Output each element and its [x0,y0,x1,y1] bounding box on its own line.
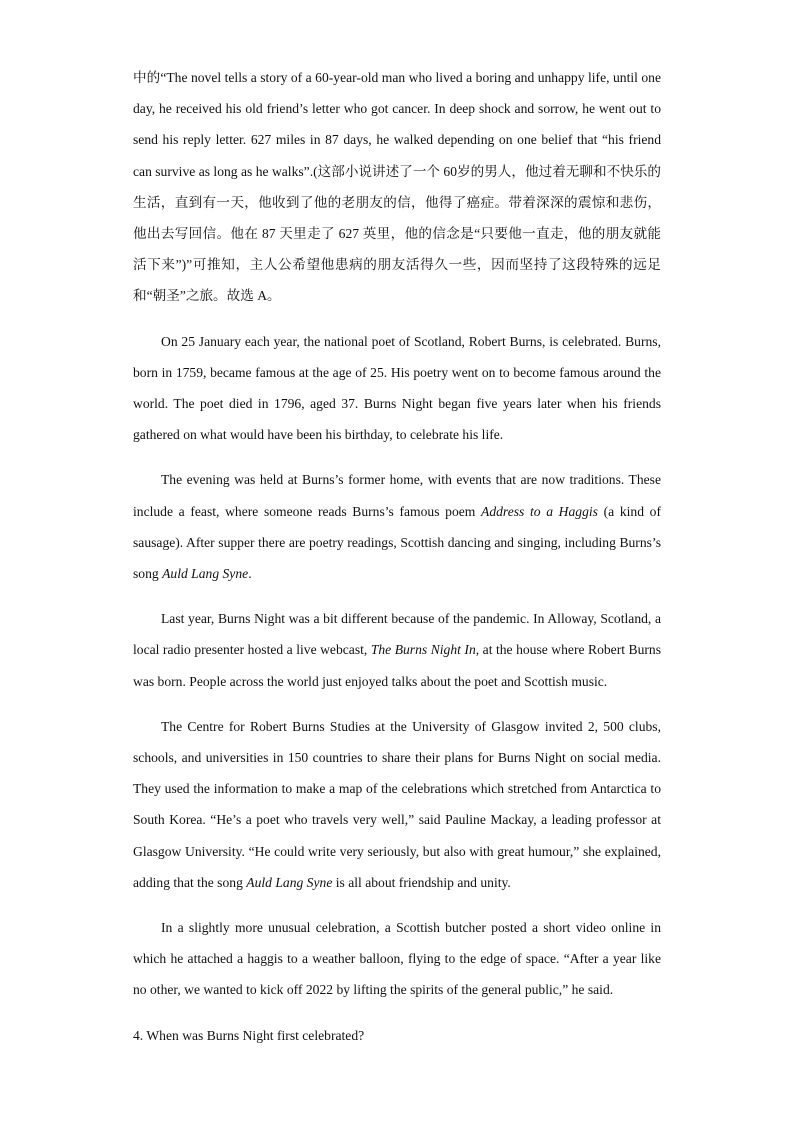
text-run: (a kind of sausage). After supper there are poetry readings, Scottish dancing and singing, including Burns’s song [133,503,662,582]
text-run: The Centre for Robert Burns Studies at the University of Glasgow invited 2, 500 clubs, schools, and universities in 150 countries to share their plans for Burns Night on social media. They used the information to make a map of the celebrations which stretched from Antarctica to South Korea. “He’s a poet who travels very well,” said Pauline Mackay, a leading professor at Glasgow University. “He could write very seriously, but also with great humour,” she explained, adding that the song [133,718,661,890]
question-4: 4. When was Burns Night first celebrated? [133,1027,365,1043]
song-title: Auld Lang Syne [246,874,333,890]
text-run: Last year, Burns Night was a bit different because of the pandemic. In Alloway, Scotland, a local radio presenter hosted a live webcast, [133,611,661,658]
passage-paragraph-1: On 25 January each year, the national poet of Scotland, Robert Burns, is celebrated. Burns, born in 1759, became famous at the age of 25. His poetry went on to become famous around the world. The poet died in 1796, aged 37. Burns Night began five years later when his friends gathered on what would have been his birthday, to celebrate his life. [133,333,661,443]
song-title: Auld Lang Syne [162,566,249,582]
answer-explanation-paragraph: 中的“The novel tells a story of a 60-year-old man who lived a boring and unhappy life, until one day, he received his old friend’s letter who got cancer. In deep shock and sorrow, he went out to send his reply letter. 627 miles in 87 days, he walked depending on one belief that “his friend can survive as long as he walks”.(这部小说讲述了一个 60岁的男人，他过着无聊和不快乐的生活，直到有一天，他收到了他的老朋友的信，他得了癌症。带着深深的震惊和悲伤，他出去写回信。他在 87 天里走了 627 英里，他的信念是“只要他一直走，他的朋友就能活下来”)”可推知，主人公希望他患病的朋友活得久一些，因而坚持了这段特殊的远足和“朝圣”之旅。故选 A。 [133,70,661,304]
text-run: . [248,566,252,582]
text-run: is all about friendship and unity. [332,874,511,890]
document-page [133,62,661,1064]
webcast-title: The Burns Night In [370,642,476,658]
passage-paragraph-5: In a slightly more unusual celebration, a Scottish butcher posted a short video online in which he attached a haggis to a weather balloon, flying to the edge of space. “After a year like no other, we wanted to kick off 2022 by lifting the spirits of the general public,” he said. [133,920,661,998]
text-run: , at the house where Robert Burns was born. People across the world just enjoyed talks about the poet and Scottish music. [133,642,662,689]
passage-paragraph-2 [133,464,661,589]
poem-title: Address to a Haggis [481,503,598,519]
passage-paragraph-3 [133,603,661,697]
passage-paragraph-4 [133,711,661,898]
text-run: The evening was held at Burns’s former home, with events that are now traditions. These include a feast, where someone reads Burns’s famous poem [133,472,661,519]
